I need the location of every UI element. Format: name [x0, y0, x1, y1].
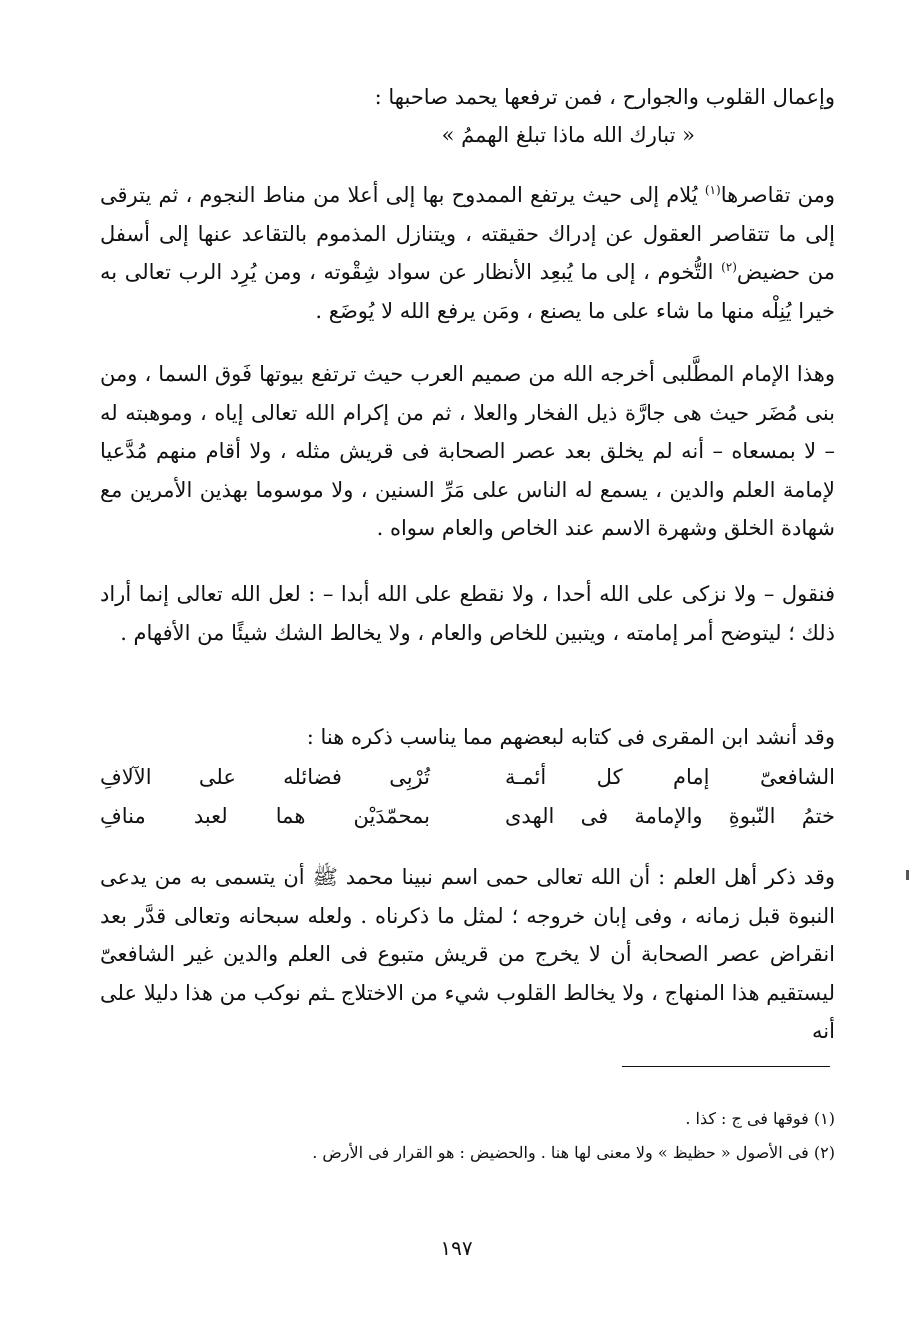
- poem-verse-1: [100, 758, 835, 796]
- paragraph-1: [100, 176, 835, 330]
- paragraph-4-text: وقد ذكر أهل العلم : أن الله تعالى حمى اسم نبينا محمد ﷺ أن يتسمى به من يدعى النبوة قبل زمانه ، وفى إبان خروجه ؛ لمثل ما ذكرناه . ولعله سبحانه وتعالى قدَّر بعد انقراض عصر الصحابة أن لا يخرج من قريش متبوع فى العلم والدين غير الشافعىّ ليستقيم هذا المنهاج ، ولا يخالط القلوب شيء من الاختلاج ـثم نوكب من هذا دليلا على أنه: [100, 865, 835, 1043]
- intro-text: وإعمال القلوب والجوارح ، فمن ترفعها يحمد صاحبها :: [374, 85, 835, 109]
- quoted-hemistich-text: « تبارك الله ماذا تبلغ الهممُ »: [441, 123, 695, 147]
- footnote-ref-1[interactable]: (١): [704, 183, 721, 197]
- paragraph-4: [100, 858, 835, 1051]
- paragraph-3: [100, 575, 835, 652]
- paragraph-2: [100, 355, 835, 548]
- verse-2-first-hemistich: ختمُ النّبوةِ والإمامة فى الهدى: [505, 804, 835, 828]
- intro-line: [100, 78, 835, 116]
- paragraph-1-text-b: التُّخوم ، إلى ما يُبعِد الأنظار عن سواد شِقْوته ، ومن يُرِد الرب تعالى به خيرا يُنِلْه منها ما شاء على ما يصنع ، ومَن يرفع الله لا يُوضَع .: [100, 260, 835, 323]
- verse-2-second-hemistich: بمحمّدَيْن هما لعبد منافِ: [100, 804, 430, 828]
- poem-verse-2: [100, 797, 835, 835]
- footnote-2-text: (٢) فى الأصول « حظيظ » ولا معنى لها هنا . والحضيض : هو القرار فى الأرض .: [312, 1143, 835, 1162]
- footnote-1: [100, 1106, 835, 1132]
- footnote-separator: [622, 1066, 830, 1067]
- paragraph-1-text-a: يُلام إلى حيث يرتفع الممدوح بها إلى أعلا من مناط النجوم ، ثم يترقى إلى ما تتقاصر العقول عن إدراك حقيقته ، ويتنازل المذموم بالتقاعد عنها إلى أسفل من حضيض: [100, 183, 835, 284]
- paragraph-2-text: وهذا الإمام المطَّلبى أخرجه الله من صميم العرب حيث ترتفع بيوتها فَوق السما ، ومن بنى مُضَر حيث هى جارَّة ذيل الفخار والعلا ، ثم من إكرام الله تعالى إياه ، وموهبته له – لا بمسعاه – أنه لم يخلق بعد عصر الصحابة فى قريش مثله ، ولا أقام منهم مُدَّعيا لإمامة العلم والدين ، يسمع له الناس على مَرِّ السنين ، ولا موسوما بهذين الأمرين مع شهادة الخلق وشهرة الاسم عند الخاص والعام سواه .: [100, 362, 836, 540]
- verse-1-second-hemistich: تُرْبِى فضائله على الآلافِ: [100, 765, 430, 789]
- footnote-ref-2[interactable]: (٢): [721, 260, 737, 274]
- quoted-hemistich: [100, 116, 835, 154]
- footnote-2: [100, 1140, 835, 1166]
- footnote-1-text: (١) فوقها فى ج : كذا .: [685, 1109, 835, 1128]
- page-number: ١٩٧: [440, 1236, 473, 1260]
- paragraph-1-lead: ومن تقاصرها: [720, 183, 835, 207]
- poem-intro-text: وقد أنشد ابن المقرى فى كتابه لبعضهم مما يناسب ذكره هنا :: [306, 725, 835, 749]
- margin-mark: [906, 870, 909, 880]
- poem-intro: [100, 718, 835, 756]
- paragraph-3-text: فنقول – ولا نزكى على الله أحدا ، ولا نقطع على الله أبدا – : لعل الله تعالى إنما أراد ذلك ؛ ليتوضح أمر إمامته ، ويتبين للخاص والعام ، ولا يخالط الشك شيئًا من الأفهام .: [100, 582, 835, 645]
- verse-1-first-hemistich: الشافعىّ إمام كل أئمـة: [505, 765, 835, 789]
